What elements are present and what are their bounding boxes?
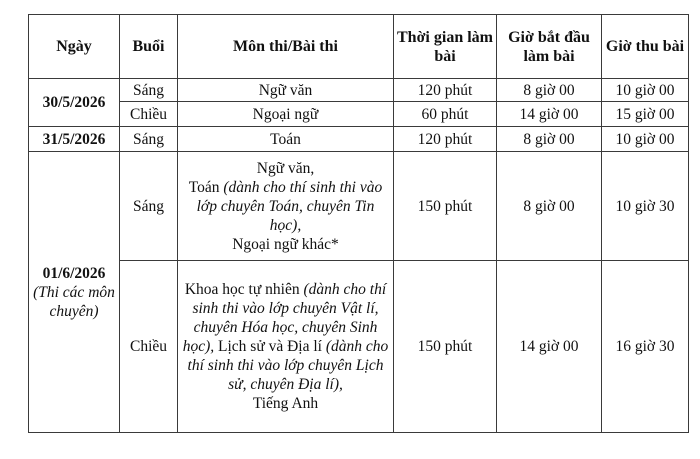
subject-note: (dành cho thí sinh thi vào lớp chuyên Toán, chuyên Tin học),	[196, 178, 383, 234]
session-cell: Chiều	[120, 261, 178, 433]
session-cell: Sáng	[120, 152, 178, 261]
session-cell: Chiều	[120, 102, 178, 127]
subject-line: Ngoại ngữ khác*	[232, 235, 339, 253]
exam-schedule-table	[28, 14, 689, 433]
subject-note: (dành cho thí sinh thi vào lớp chuyên Vật lí, chuyên Hóa học, chuyên Sinh học),	[182, 281, 387, 355]
date-text: 01/6/2026	[42, 264, 106, 282]
start-cell: 14 giờ 00	[497, 102, 602, 127]
subject-cell	[178, 152, 394, 261]
duration-cell: 120 phút	[394, 79, 497, 102]
start-cell: 8 giờ 00	[497, 152, 602, 261]
subject-note: (dành cho thí sinh thi vào lớp chuyên Lịch sử, chuyên Địa lí),	[187, 338, 389, 393]
duration-cell: 60 phút	[394, 102, 497, 127]
subject-line: Ngữ văn,	[256, 159, 315, 177]
header-session: Buổi	[120, 15, 178, 79]
date-cell	[29, 152, 120, 433]
subject-cell: Toán	[178, 127, 394, 152]
table-row	[29, 79, 689, 102]
header-row	[29, 15, 689, 79]
table-row	[29, 152, 689, 261]
date-note: (Thi các môn chuyên)	[33, 283, 115, 320]
table-row	[29, 127, 689, 152]
end-cell: 15 giờ 00	[602, 102, 689, 127]
start-cell: 8 giờ 00	[497, 79, 602, 102]
duration-cell: 150 phút	[394, 261, 497, 433]
date-cell: 31/5/2026	[29, 127, 120, 152]
subject-line: Tiếng Anh	[252, 395, 319, 412]
date-cell: 30/5/2026	[29, 79, 120, 127]
start-cell: 8 giờ 00	[497, 127, 602, 152]
subject-line: Khoa học tự nhiên	[184, 281, 300, 298]
subject-cell: Ngữ văn	[178, 79, 394, 102]
header-duration: Thời gian làm bài	[394, 15, 497, 79]
start-cell: 14 giờ 00	[497, 261, 602, 433]
header-subject: Môn thi/Bài thi	[178, 15, 394, 79]
end-cell: 16 giờ 30	[602, 261, 689, 433]
session-cell: Sáng	[120, 79, 178, 102]
header-start: Giờ bắt đầu làm bài	[497, 15, 602, 79]
subject-line: Lịch sử và Địa lí	[218, 338, 322, 355]
duration-cell: 150 phút	[394, 152, 497, 261]
header-date: Ngày	[29, 15, 120, 79]
duration-cell: 120 phút	[394, 127, 497, 152]
table-row	[29, 102, 689, 127]
header-end: Giờ thu bài	[602, 15, 689, 79]
subject-cell	[178, 261, 394, 433]
end-cell: 10 giờ 00	[602, 127, 689, 152]
end-cell: 10 giờ 30	[602, 152, 689, 261]
subject-line: Toán	[188, 178, 220, 196]
table-row	[29, 261, 689, 433]
end-cell: 10 giờ 00	[602, 79, 689, 102]
subject-cell: Ngoại ngữ	[178, 102, 394, 127]
session-cell: Sáng	[120, 127, 178, 152]
